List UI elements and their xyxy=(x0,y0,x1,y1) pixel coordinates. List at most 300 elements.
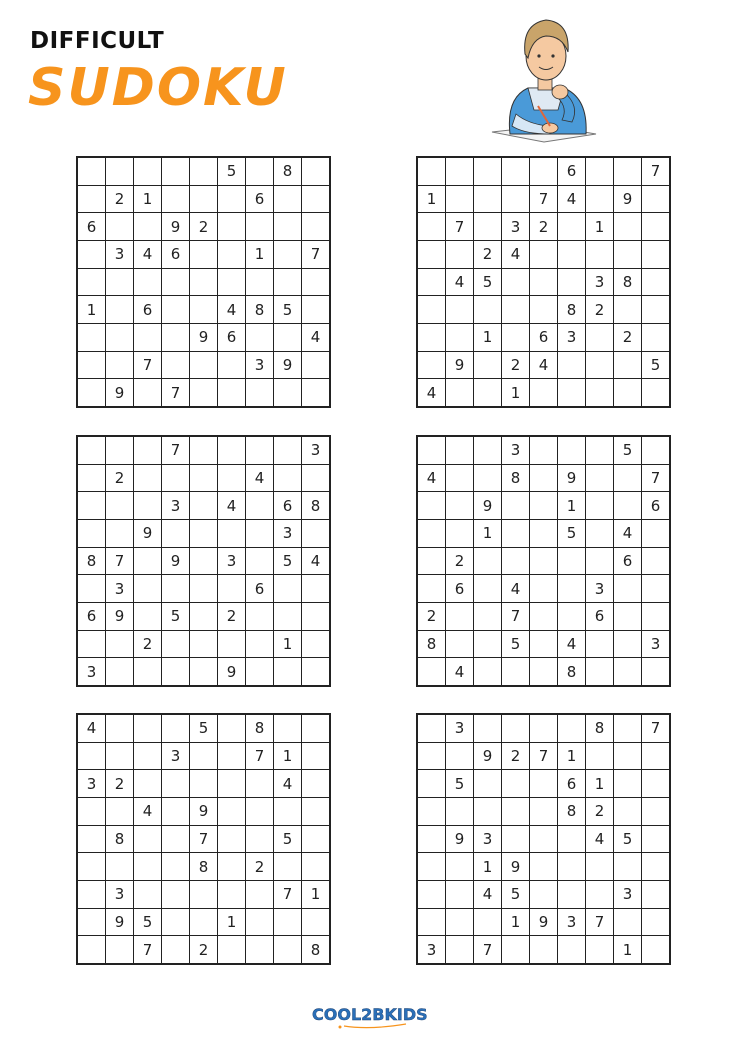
sudoku-cell xyxy=(218,240,246,268)
sudoku-cell xyxy=(274,436,302,464)
sudoku-cell xyxy=(162,770,190,798)
sudoku-cell xyxy=(134,492,162,520)
sudoku-cell xyxy=(218,351,246,379)
sudoku-cell xyxy=(558,240,586,268)
sudoku-cell xyxy=(190,770,218,798)
sudoku-cell xyxy=(190,436,218,464)
sudoku-row xyxy=(417,908,670,936)
sudoku-cell: 6 xyxy=(77,213,106,241)
sudoku-cell: 3 xyxy=(77,658,106,686)
sudoku-cell xyxy=(190,296,218,324)
sudoku-cell xyxy=(77,853,106,881)
sudoku-cell xyxy=(302,296,331,324)
sudoku-cell: 4 xyxy=(417,464,446,492)
sudoku-cell: 7 xyxy=(586,908,614,936)
sudoku-cell xyxy=(218,185,246,213)
sudoku-cell xyxy=(274,936,302,964)
sudoku-cell xyxy=(302,519,331,547)
sudoku-cell xyxy=(417,436,446,464)
sudoku-cell xyxy=(614,908,642,936)
sudoku-cell: 4 xyxy=(218,296,246,324)
sudoku-cell xyxy=(530,157,558,185)
sudoku-cell xyxy=(446,797,474,825)
sudoku-cell xyxy=(246,436,274,464)
sudoku-cell xyxy=(502,547,530,575)
sudoku-cell: 2 xyxy=(586,296,614,324)
sudoku-cell xyxy=(586,323,614,351)
sudoku-row xyxy=(77,351,330,379)
sudoku-cell xyxy=(614,770,642,798)
sudoku-cell xyxy=(642,213,671,241)
sudoku-cell xyxy=(446,630,474,658)
sudoku-cell: 9 xyxy=(162,547,190,575)
sudoku-cell: 2 xyxy=(586,797,614,825)
sudoku-cell: 4 xyxy=(246,464,274,492)
sudoku-cell: 3 xyxy=(246,351,274,379)
sudoku-cell xyxy=(106,268,134,296)
sudoku-row xyxy=(77,936,330,964)
sudoku-cell xyxy=(218,742,246,770)
sudoku-cell xyxy=(274,602,302,630)
sudoku-cell xyxy=(586,742,614,770)
sudoku-cell xyxy=(77,268,106,296)
sudoku-cell: 1 xyxy=(586,213,614,241)
sudoku-cell xyxy=(246,630,274,658)
sudoku-cell: 8 xyxy=(558,658,586,686)
sudoku-cell xyxy=(190,492,218,520)
sudoku-cell xyxy=(162,351,190,379)
sudoku-cell xyxy=(274,908,302,936)
sudoku-cell xyxy=(218,880,246,908)
sudoku-cell xyxy=(77,240,106,268)
sudoku-cell xyxy=(586,436,614,464)
sudoku-cell: 7 xyxy=(246,742,274,770)
sudoku-cell xyxy=(446,492,474,520)
sudoku-row xyxy=(417,464,670,492)
cool2bkids-logo xyxy=(310,1000,434,1030)
sudoku-cell xyxy=(302,714,331,742)
sudoku-cell xyxy=(218,436,246,464)
sudoku-cell xyxy=(530,436,558,464)
sudoku-cell xyxy=(190,630,218,658)
sudoku-cell xyxy=(530,240,558,268)
sudoku-cell xyxy=(246,547,274,575)
sudoku-cell xyxy=(106,714,134,742)
sudoku-cell: 9 xyxy=(162,213,190,241)
sudoku-cell: 1 xyxy=(274,742,302,770)
sudoku-cell xyxy=(502,770,530,798)
sudoku-cell: 5 xyxy=(274,825,302,853)
sudoku-cell xyxy=(474,464,502,492)
sudoku-cell: 3 xyxy=(417,936,446,964)
sudoku-cell xyxy=(190,602,218,630)
sudoku-cell: 1 xyxy=(474,853,502,881)
sudoku-cell xyxy=(586,379,614,407)
sudoku-cell: 3 xyxy=(586,575,614,603)
sudoku-cell xyxy=(106,797,134,825)
sudoku-cell: 9 xyxy=(274,351,302,379)
sudoku-cell: 1 xyxy=(614,936,642,964)
sudoku-cell: 5 xyxy=(134,908,162,936)
sudoku-cell xyxy=(302,630,331,658)
sudoku-cell: 1 xyxy=(558,492,586,520)
sudoku-cell xyxy=(586,630,614,658)
sudoku-cell xyxy=(446,240,474,268)
sudoku-cell xyxy=(162,853,190,881)
sudoku-cell: 5 xyxy=(642,351,671,379)
sudoku-cell xyxy=(558,853,586,881)
sudoku-cell: 8 xyxy=(190,853,218,881)
sudoku-cell: 7 xyxy=(274,880,302,908)
sudoku-cell xyxy=(302,464,331,492)
sudoku-cell xyxy=(190,185,218,213)
sudoku-cell xyxy=(162,880,190,908)
sudoku-cell xyxy=(417,880,446,908)
sudoku-cell xyxy=(190,240,218,268)
sudoku-cell: 3 xyxy=(614,880,642,908)
sudoku-cell: 8 xyxy=(106,825,134,853)
sudoku-cell: 2 xyxy=(530,213,558,241)
sudoku-row xyxy=(77,464,330,492)
sudoku-cell xyxy=(246,825,274,853)
sudoku-cell xyxy=(417,519,446,547)
sudoku-cell xyxy=(642,519,671,547)
sudoku-cell xyxy=(586,185,614,213)
sudoku-cell xyxy=(162,323,190,351)
sudoku-cell xyxy=(302,575,331,603)
sudoku-row xyxy=(417,296,670,324)
sudoku-cell: 7 xyxy=(530,742,558,770)
sudoku-cell xyxy=(417,714,446,742)
sudoku-cell xyxy=(162,519,190,547)
sudoku-cell xyxy=(446,853,474,881)
sudoku-cell xyxy=(474,630,502,658)
sudoku-cell xyxy=(77,323,106,351)
sudoku-cell xyxy=(586,157,614,185)
sudoku-cell xyxy=(474,658,502,686)
sudoku-cell xyxy=(446,602,474,630)
sudoku-row xyxy=(417,797,670,825)
sudoku-row xyxy=(417,658,670,686)
sudoku-cell xyxy=(642,658,671,686)
sudoku-cell xyxy=(77,351,106,379)
sudoku-cell xyxy=(218,936,246,964)
sudoku-cell xyxy=(417,742,446,770)
sudoku-cell xyxy=(77,908,106,936)
sudoku-row xyxy=(417,770,670,798)
sudoku-cell: 1 xyxy=(77,296,106,324)
sudoku-row xyxy=(77,630,330,658)
sudoku-cell xyxy=(218,575,246,603)
sudoku-cell xyxy=(77,936,106,964)
sudoku-cell: 5 xyxy=(446,770,474,798)
sudoku-cell xyxy=(190,379,218,407)
sudoku-cell: 4 xyxy=(274,770,302,798)
sudoku-cell xyxy=(614,464,642,492)
sudoku-cell xyxy=(106,630,134,658)
sudoku-cell xyxy=(106,323,134,351)
sudoku-cell: 7 xyxy=(642,464,671,492)
sudoku-cell: 4 xyxy=(302,323,331,351)
sudoku-cell: 1 xyxy=(502,379,530,407)
sudoku-cell xyxy=(474,602,502,630)
sudoku-cell: 7 xyxy=(642,714,671,742)
sudoku-cell xyxy=(530,602,558,630)
sudoku-cell xyxy=(302,268,331,296)
sudoku-cell xyxy=(274,658,302,686)
sudoku-cell xyxy=(162,797,190,825)
sudoku-cell xyxy=(530,575,558,603)
sudoku-cell: 6 xyxy=(162,240,190,268)
sudoku-row xyxy=(77,714,330,742)
sudoku-cell xyxy=(558,575,586,603)
sudoku-cell xyxy=(246,492,274,520)
sudoku-cell xyxy=(218,714,246,742)
sudoku-cell xyxy=(530,658,558,686)
sudoku-cell xyxy=(586,240,614,268)
sudoku-cell: 5 xyxy=(558,519,586,547)
sudoku-cell xyxy=(190,547,218,575)
sudoku-cell: 6 xyxy=(274,492,302,520)
sudoku-cell xyxy=(586,880,614,908)
sudoku-cell: 8 xyxy=(246,296,274,324)
sudoku-cell xyxy=(218,379,246,407)
sudoku-cell: 3 xyxy=(77,770,106,798)
sudoku-cell xyxy=(302,853,331,881)
sudoku-cell xyxy=(417,351,446,379)
sudoku-cell xyxy=(417,547,446,575)
sudoku-cell xyxy=(190,575,218,603)
sudoku-cell: 5 xyxy=(502,880,530,908)
sudoku-cell xyxy=(474,351,502,379)
sudoku-cell: 5 xyxy=(474,268,502,296)
sudoku-cell xyxy=(77,630,106,658)
sudoku-cell xyxy=(530,492,558,520)
sudoku-cell: 5 xyxy=(190,714,218,742)
sudoku-cell xyxy=(614,296,642,324)
sudoku-cell xyxy=(642,936,671,964)
sudoku-cell: 2 xyxy=(474,240,502,268)
sudoku-cell xyxy=(586,936,614,964)
sudoku-cell: 8 xyxy=(274,157,302,185)
sudoku-cell xyxy=(134,575,162,603)
sudoku-cell: 4 xyxy=(474,880,502,908)
sudoku-row xyxy=(77,575,330,603)
sudoku-cell xyxy=(274,575,302,603)
sudoku-cell xyxy=(274,268,302,296)
sudoku-cell xyxy=(77,825,106,853)
sudoku-cell xyxy=(558,880,586,908)
sudoku-cell: 1 xyxy=(246,240,274,268)
sudoku-cell xyxy=(558,547,586,575)
sudoku-cell: 1 xyxy=(134,185,162,213)
sudoku-cell xyxy=(530,714,558,742)
sudoku-row xyxy=(417,213,670,241)
sudoku-cell: 8 xyxy=(246,714,274,742)
sudoku-cell xyxy=(530,797,558,825)
sudoku-cell xyxy=(77,185,106,213)
sudoku-cell xyxy=(614,213,642,241)
sudoku-cell: 3 xyxy=(642,630,671,658)
sudoku-cell xyxy=(302,185,331,213)
sudoku-row xyxy=(417,492,670,520)
sudoku-cell: 5 xyxy=(502,630,530,658)
sudoku-cell xyxy=(77,464,106,492)
sudoku-cell xyxy=(218,213,246,241)
sudoku-cell xyxy=(530,268,558,296)
sudoku-cell xyxy=(274,185,302,213)
sudoku-cell xyxy=(642,880,671,908)
sudoku-cell: 1 xyxy=(474,519,502,547)
sudoku-row xyxy=(77,880,330,908)
sudoku-row xyxy=(77,492,330,520)
sudoku-cell: 9 xyxy=(558,464,586,492)
sudoku-cell xyxy=(474,213,502,241)
sudoku-cell xyxy=(417,853,446,881)
sudoku-cell: 9 xyxy=(474,742,502,770)
sudoku-cell: 8 xyxy=(558,797,586,825)
sudoku-row xyxy=(77,908,330,936)
sudoku-cell xyxy=(106,157,134,185)
sudoku-cell: 3 xyxy=(302,436,331,464)
sudoku-cell: 2 xyxy=(614,323,642,351)
sudoku-cell: 9 xyxy=(106,602,134,630)
sudoku-cell: 6 xyxy=(134,296,162,324)
sudoku-cell xyxy=(134,323,162,351)
sudoku-row xyxy=(417,936,670,964)
sudoku-cell: 7 xyxy=(162,436,190,464)
sudoku-grid-3 xyxy=(76,435,331,687)
sudoku-cell xyxy=(586,547,614,575)
sudoku-cell xyxy=(274,714,302,742)
sudoku-cell xyxy=(246,213,274,241)
sudoku-cell xyxy=(218,770,246,798)
sudoku-row xyxy=(77,240,330,268)
child-illustration xyxy=(488,14,598,144)
sudoku-cell xyxy=(190,658,218,686)
sudoku-row xyxy=(77,742,330,770)
sudoku-cell: 6 xyxy=(558,770,586,798)
sudoku-cell xyxy=(77,157,106,185)
sudoku-cell xyxy=(474,436,502,464)
sudoku-cell xyxy=(446,157,474,185)
sudoku-cell xyxy=(190,880,218,908)
sudoku-cell xyxy=(614,742,642,770)
sudoku-cell xyxy=(417,908,446,936)
sudoku-cell xyxy=(502,825,530,853)
sudoku-grid-4 xyxy=(416,435,671,687)
sudoku-cell: 7 xyxy=(642,157,671,185)
sudoku-cell xyxy=(417,323,446,351)
sudoku-cell: 4 xyxy=(586,825,614,853)
sudoku-cell xyxy=(162,936,190,964)
sudoku-cell xyxy=(474,770,502,798)
sudoku-cell: 3 xyxy=(162,742,190,770)
title-difficult: DIFFICULT xyxy=(30,28,165,54)
sudoku-cell xyxy=(190,157,218,185)
sudoku-cell xyxy=(642,742,671,770)
sudoku-cell xyxy=(134,825,162,853)
sudoku-cell xyxy=(642,268,671,296)
sudoku-cell xyxy=(642,770,671,798)
sudoku-cell: 2 xyxy=(190,936,218,964)
sudoku-cell xyxy=(246,658,274,686)
sudoku-cell xyxy=(614,351,642,379)
sudoku-cell xyxy=(246,908,274,936)
sudoku-cell: 4 xyxy=(417,379,446,407)
sudoku-cell xyxy=(134,602,162,630)
sudoku-cell xyxy=(274,379,302,407)
sudoku-cell xyxy=(446,185,474,213)
sudoku-cell: 5 xyxy=(274,296,302,324)
sudoku-cell: 2 xyxy=(218,602,246,630)
sudoku-row xyxy=(77,296,330,324)
sudoku-cell xyxy=(302,157,331,185)
sudoku-cell xyxy=(190,268,218,296)
sudoku-cell: 5 xyxy=(274,547,302,575)
sudoku-cell xyxy=(246,323,274,351)
sudoku-cell xyxy=(134,742,162,770)
sudoku-cell xyxy=(218,825,246,853)
sudoku-cell: 8 xyxy=(586,714,614,742)
sudoku-cell: 9 xyxy=(190,323,218,351)
sudoku-cell xyxy=(446,323,474,351)
sudoku-row xyxy=(417,853,670,881)
sudoku-cell: 6 xyxy=(642,492,671,520)
sudoku-cell: 9 xyxy=(106,379,134,407)
sudoku-cell xyxy=(162,658,190,686)
sudoku-cell xyxy=(558,351,586,379)
sudoku-cell xyxy=(106,492,134,520)
sudoku-cell xyxy=(106,436,134,464)
sudoku-cell xyxy=(530,630,558,658)
sudoku-cell: 8 xyxy=(77,547,106,575)
sudoku-cell: 3 xyxy=(218,547,246,575)
sudoku-cell: 5 xyxy=(162,602,190,630)
sudoku-row xyxy=(77,825,330,853)
sudoku-row xyxy=(417,379,670,407)
sudoku-cell: 6 xyxy=(218,323,246,351)
sudoku-cell xyxy=(642,825,671,853)
sudoku-cell: 8 xyxy=(417,630,446,658)
sudoku-cell: 3 xyxy=(106,880,134,908)
sudoku-cell: 6 xyxy=(586,602,614,630)
sudoku-cell xyxy=(162,464,190,492)
sudoku-cell: 6 xyxy=(530,323,558,351)
sudoku-cell xyxy=(502,185,530,213)
sudoku-cell: 1 xyxy=(274,630,302,658)
sudoku-row xyxy=(417,323,670,351)
sudoku-cell xyxy=(134,268,162,296)
sudoku-cell xyxy=(417,797,446,825)
sudoku-cell xyxy=(246,602,274,630)
sudoku-cell xyxy=(530,936,558,964)
sudoku-cell: 1 xyxy=(218,908,246,936)
sudoku-cell: 1 xyxy=(302,880,331,908)
sudoku-cell: 6 xyxy=(614,547,642,575)
sudoku-cell: 3 xyxy=(558,908,586,936)
sudoku-cell xyxy=(162,296,190,324)
sudoku-cell xyxy=(302,213,331,241)
sudoku-cell xyxy=(218,519,246,547)
sudoku-cell xyxy=(134,714,162,742)
sudoku-cell xyxy=(218,797,246,825)
sudoku-row xyxy=(417,602,670,630)
sudoku-cell xyxy=(417,770,446,798)
sudoku-cell xyxy=(302,602,331,630)
sudoku-cell xyxy=(417,157,446,185)
sudoku-cell: 3 xyxy=(106,575,134,603)
